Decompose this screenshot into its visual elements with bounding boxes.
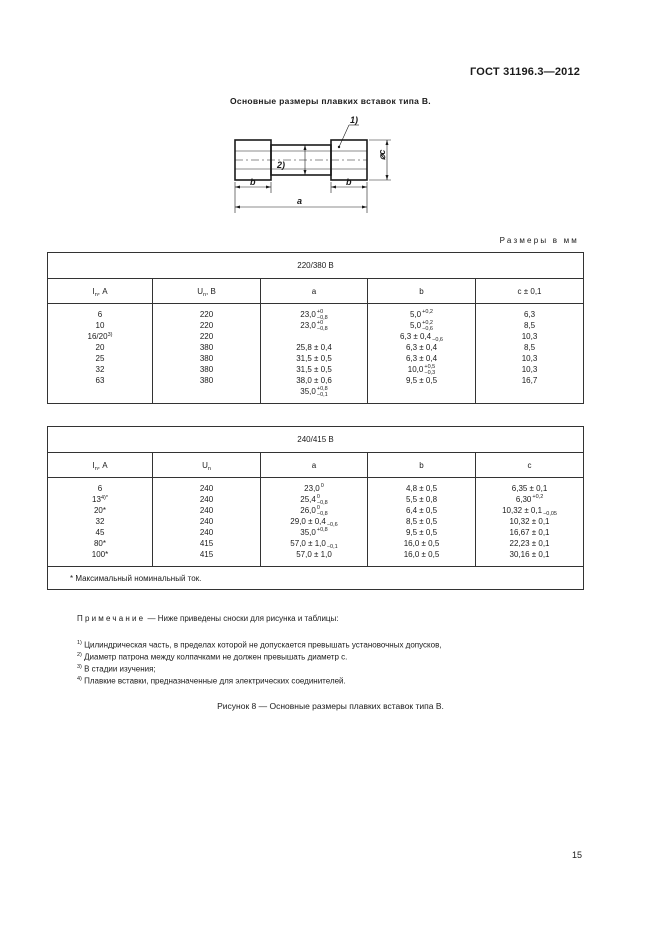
label-c: ⌀c <box>377 149 387 160</box>
voltage-value: 240 <box>199 495 214 504</box>
dimensions-table-220-380 <box>47 252 584 404</box>
figure-title: Основные размеры плавких вставок типа В. <box>230 96 431 106</box>
column-header: c ± 0,1 <box>517 286 542 296</box>
dimension-c-value: 10,3 <box>521 365 538 374</box>
units-note: Размеры в мм <box>499 236 579 245</box>
current-value: 25 <box>95 354 105 363</box>
figure-caption: Рисунок 8 — Основные размеры плавких вставок типа В. <box>217 701 444 711</box>
dimension-c-value: 10,32 ± 0,1 −0,05 <box>502 506 557 517</box>
voltage-value: 220 <box>199 332 214 341</box>
dimension-c-value: 6,30 +0,2 <box>515 494 544 505</box>
column-header: I <box>92 460 95 470</box>
column-header: a <box>311 460 317 470</box>
dimension-b-value: 8,5 ± 0,5 <box>405 517 438 526</box>
voltage-value: 240 <box>199 506 214 515</box>
voltage-value: 415 <box>199 539 214 548</box>
current-value <box>48 386 152 397</box>
dimension-c-value: 30,16 ± 0,1 <box>509 550 550 559</box>
current-value: 63 <box>95 376 105 385</box>
label-diameter: 2) <box>277 160 286 170</box>
dimension-a-value: 57,0 ± 1,0 <box>296 550 332 559</box>
column-header: I <box>92 286 95 296</box>
dimension-a-value: 25,8 ± 0,4 <box>296 343 332 352</box>
page-number: 15 <box>572 850 583 860</box>
voltage-value: 380 <box>199 354 214 363</box>
table-group-header: 220/380 В <box>48 253 584 279</box>
dimension-a-value: 23,0 0 <box>304 483 324 494</box>
dimension-b-value: 6,3 ± 0,4 −0,6 <box>400 332 443 343</box>
dimension-b-value: 5,5 ± 0,8 <box>405 495 438 504</box>
voltage-value <box>153 386 260 397</box>
voltage-value: 220 <box>199 321 214 330</box>
dimension-c-value: 10,3 <box>521 354 538 363</box>
dimensions-table-240-415 <box>47 426 584 590</box>
label-b-right: b <box>346 177 352 187</box>
dimension-b-value: 6,4 ± 0,5 <box>405 506 438 515</box>
dimension-c-value: 6,35 ± 0,1 <box>511 484 548 493</box>
dimension-b-value: 16,0 ± 0,5 <box>403 550 440 559</box>
voltage-value: 220 <box>199 310 214 319</box>
current-value: 10 <box>95 321 105 330</box>
current-value: 32 <box>95 517 105 526</box>
column-header: c <box>527 460 532 470</box>
dimension-a-value: 35,0 +0,8 <box>300 527 328 538</box>
dimension-c-value: 8,5 <box>523 343 536 352</box>
dimension-b-value: 9,5 ± 0,5 <box>405 376 438 385</box>
footnote-item: $^{3)}$ В стадии изучения; <box>77 664 156 674</box>
dimension-a-value: 29,0 ± 0,4 −0,6 <box>290 517 338 528</box>
dimension-a-value: 26,0 0 −0,8 <box>300 505 328 517</box>
current-value: 20 <box>95 343 105 352</box>
current-value: 16/20$^{3)}$ <box>87 332 113 341</box>
voltage-value: 240 <box>199 528 214 537</box>
footnote-item: $^{1)}$ Цилиндрическая часть, в пределах которой не допускается превышать установочных допусков, <box>77 640 442 650</box>
dimension-a-value: 23,0 +0 −0,8 <box>300 320 328 332</box>
voltage-value: 415 <box>199 550 214 559</box>
table-header-row: $I_n$, А $U_n$, В a b c ± 0,1 <box>48 279 584 304</box>
dimension-a-value: 38,0 ± 0,6 <box>296 376 332 385</box>
dimension-a-value: 31,5 ± 0,5 <box>296 365 332 374</box>
current-value: 6 <box>97 484 103 493</box>
table-body-row <box>48 304 584 404</box>
current-value: 32 <box>95 365 105 374</box>
dimension-a-value: 31,5 ± 0,5 <box>296 354 332 363</box>
table-group-header: 240/415 В <box>48 427 584 453</box>
column-header: b <box>419 286 424 296</box>
current-value: 80* <box>93 539 106 548</box>
dimension-c-value: 8,5 <box>523 321 536 330</box>
label-a: a <box>297 196 303 206</box>
dimension-a-value: 25,4 0 −0,8 <box>300 494 328 506</box>
table-header-row: $I_n$, А $U_n$ a b c <box>48 453 584 478</box>
dimension-b-value: 5,0 +0,2 −0,6 <box>410 320 433 332</box>
dimension-a-value: 23,0 +0 −0,8 <box>300 309 328 321</box>
voltage-value: 380 <box>199 376 214 385</box>
fuse-drawing <box>225 115 405 215</box>
footnote-item: $^{4)}$ Плавкие вставки, предназначенные для электрических соединителей. <box>77 676 346 686</box>
voltage-value: 240 <box>199 484 214 493</box>
dimension-c-value <box>476 386 583 397</box>
dimension-b-value: 16,0 ± 0,5 <box>403 539 440 548</box>
dimension-c-value: 16,67 ± 0,1 <box>509 528 550 537</box>
column-header: a <box>311 286 317 296</box>
voltage-value: 380 <box>199 343 214 352</box>
current-value: 6 <box>97 310 103 319</box>
voltage-value: 380 <box>199 365 214 374</box>
dimension-b-value: 4,8 ± 0,5 <box>405 484 438 493</box>
current-value: 20* <box>93 506 106 515</box>
note-heading: Примечание — Ниже приведены сноски для рисунка и таблицы: <box>77 614 339 623</box>
dimension-b-value <box>368 386 475 397</box>
dimension-c-value: 6,3 <box>523 310 536 319</box>
label-cap: 1) <box>350 115 359 125</box>
column-header: U <box>202 460 208 470</box>
column-header: U <box>197 286 203 296</box>
dimension-c-value: 10,32 ± 0,1 <box>509 517 550 526</box>
dimension-a-value: 57,0 ± 1,0 −0,1 <box>290 539 338 550</box>
footnote-item: $^{2)}$ Диаметр патрона между колпачками не должен превышать диаметр c. <box>77 652 348 662</box>
dimension-c-value: 22,23 ± 0,1 <box>509 539 550 548</box>
dimension-a-value <box>261 331 367 342</box>
dimension-b-value: 6,3 ± 0,4 <box>405 343 438 352</box>
voltage-value: 240 <box>199 517 214 526</box>
dimension-c-value: 10,3 <box>521 332 538 341</box>
dimension-b-value: 5,0 +0,2 <box>410 309 433 320</box>
dimension-b-value: 9,5 ± 0,5 <box>405 528 438 537</box>
document-code: ГОСТ 31196.3—2012 <box>470 66 581 78</box>
column-header: b <box>419 460 424 470</box>
table-body-row <box>48 478 584 567</box>
current-value: $13^{4)*}$ <box>92 495 108 504</box>
dimension-a-value: 35,0 +0,8 −0,1 <box>300 386 328 398</box>
label-b-left: b <box>250 177 256 187</box>
current-value: 100* <box>91 550 109 559</box>
dimension-b-value: 10,0 +0,5 −0,3 <box>407 364 436 376</box>
table-footnote: * Максимальный номинальный ток. <box>48 567 584 590</box>
current-value: 45 <box>95 528 105 537</box>
dimension-c-value: 16,7 <box>521 376 538 385</box>
dimension-b-value: 6,3 ± 0,4 <box>405 354 438 363</box>
